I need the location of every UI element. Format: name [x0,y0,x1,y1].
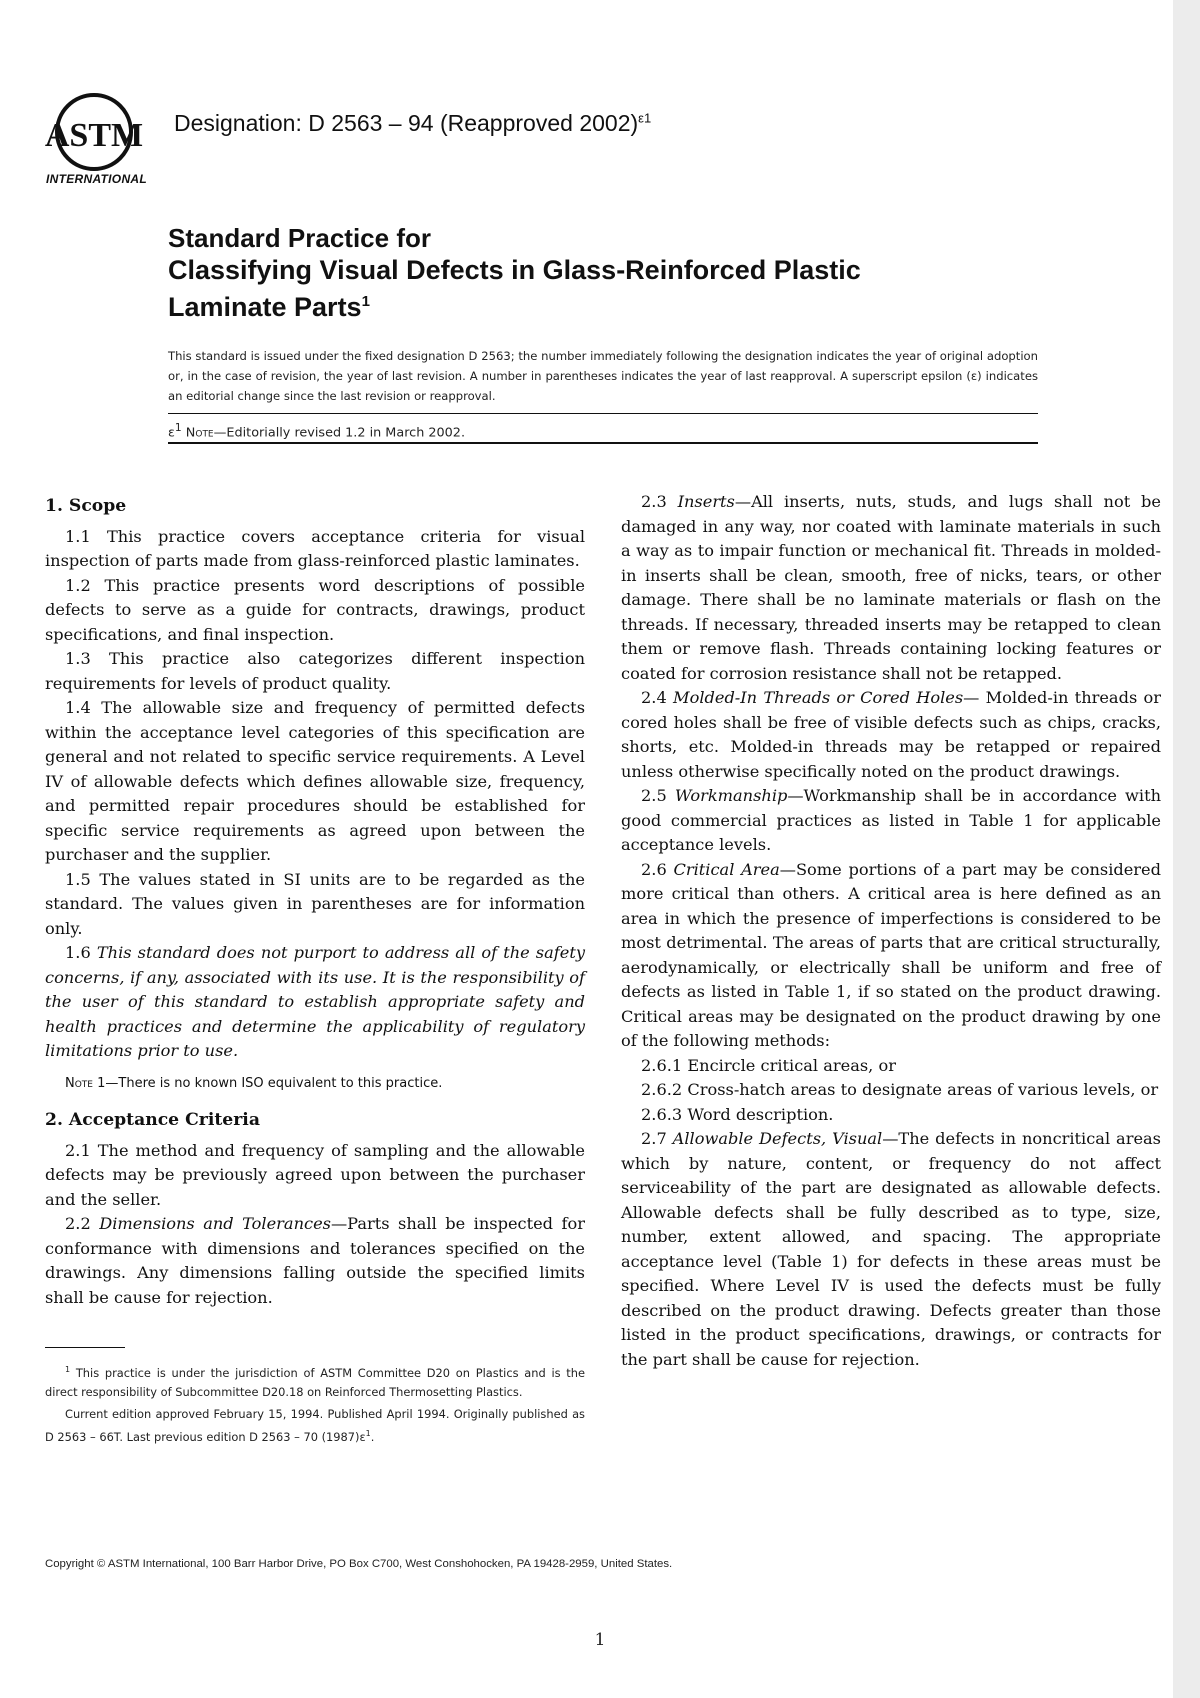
note: Note 1—There is no known ISO equivalent to this practice. [65,1075,443,1091]
paragraph: 1.2 This practice presents word descriptions of possible defects to serve as a guide for contracts, drawings, product specifications, and final inspection. [45,575,585,644]
copyright: Copyright © ASTM International, 100 Barr Harbor Drive, PO Box C700, West Conshohocken, PA 19428-2959, United States. [45,1558,673,1570]
footnote: Current edition approved February 15, 1994. Published April 1994. Originally published as D 2563 – 66T. Last previous edition D 2563 – 70 $(1987)\varepsilon^1$. [45,1406,585,1445]
paragraph: 1.6 This standard does not purport to address all of the safety concerns, if any, associated with its use. It is the responsibility of the user of this standard to establish appropriate safety and health practices and determine the applicability of regulatory limitations prior to use. [45,943,585,1060]
paragraph: 2.2 Dimensions and Tolerances—Parts shall be inspected for conformance with dimensions and tolerances specified on the drawings. Any dimensions falling outside the specified limits shall be cause for rejection. [45,1214,586,1307]
scrollbar-gutter [1173,0,1200,1698]
page-number: 1 [594,1630,606,1650]
section-heading: 1. Scope [45,496,127,516]
footnote-divider [45,1347,125,1348]
page-title: Classifying Visual Defects in Glass-Reinforced Plastic Laminate Parts$^1$ [168,255,861,322]
paragraph: 1.4 The allowable size and frequency of permitted defects within the acceptance level categories of this specification are general and not related to specific service requirements. A Level IV of allowable defects which defines allowable size, frequency, and permitted repair procedures should be established for specific service requirements as agreed upon between the purchaser and the supplier. [45,698,585,864]
paragraph: 2.1 The method and frequency of sampling and the allowable defects may be previously agreed upon between the purchaser and the seller. [45,1140,585,1209]
designation: Designation: D 2563 – 94 (Reapproved 2002)$^{\varepsilon 1}$ [174,110,652,136]
editorial-note: $\varepsilon^1$ Note—Editorially revised 1.2 in March 2002. [168,421,466,441]
right-column [621,490,1161,1372]
paragraph: 1.3 This practice also categorizes different inspection requirements for levels of product quality. [45,649,585,693]
left-column [45,490,585,1310]
title-block [168,222,968,323]
footnotes [45,1360,585,1450]
paragraph: 2.6 Critical Area—Some portions of a part may be considered more critical than others. A critical area is here defined as an area in which the presence of imperfections is considered to be most detrimental. The areas of parts that are critical structurally, aerodynamically, or electrically shall be uniform and free of defects as listed in Table 1, if so stated on the product drawing. Critical areas may be designated on the product drawing by one of the following methods: [621,859,1161,1050]
logo-text: ASTM [44,117,144,154]
paragraph: 2.4 Molded-In Threads or Cored Holes— Molded-in threads or cored holes shall be free of visible defects such as chips, cracks, shorts, etc. Molded-in threads may be retapped or repaired unless otherwise specifically noted on the product drawings. [621,688,1161,781]
footnote: $^1$ This practice is under the jurisdiction of ASTM Committee D20 on Plastics and is the direct responsibility of Subcommittee D20.18 on Reinforced Thermosetting Plastics. [45,1365,585,1400]
divider [168,442,1038,444]
logo-subtitle: INTERNATIONAL [46,172,148,186]
section-heading: 2. Acceptance Criteria [45,1110,260,1130]
paragraph: 2.6.3 Word description. [641,1104,834,1124]
paragraph: 1.1 This practice covers acceptance criteria for visual inspection of parts made from glass-reinforced plastic laminates. [45,526,585,570]
paragraph: 2.3 Inserts—All inserts, nuts, studs, and lugs shall not be damaged in any way, nor coated with laminate materials in such a way as to impair function or mechanical fit. Threads in molded-in inserts shall be clean, smooth, free of nicks, tears, or other damage. There shall be no laminate materials or flash on the threads. If necessary, threaded inserts may be retapped to clean them or remove flash. Threads containing locking features or coated for corrosion resistance shall not be retapped. [621,492,1161,683]
title-prefix: Standard Practice for [168,223,431,253]
paragraph: 2.6.2 Cross-hatch areas to designate areas of various levels, or [641,1080,1159,1099]
divider [168,413,1038,414]
paragraph: 1.5 The values stated in SI units are to be regarded as the standard. The values given in parentheses are for information only. [45,869,585,938]
paragraph: 2.6.1 Encircle critical areas, or [641,1055,896,1075]
paragraph: 2.5 Workmanship—Workmanship shall be in accordance with good commercial practices as listed in Table 1 for applicable acceptance levels. [621,786,1161,854]
paragraph: 2.7 Allowable Defects, Visual—The defects in noncritical areas which by nature, content, or frequency do not affect serviceability of the part are designated as allowable defects. Allowable defects shall be fully described as to type, size, number, extent allowed, and spacing. The appropriate acceptance level (Table 1) for defects in these areas must be specified. Where Level IV is used the defects must be fully described on the product drawing. Defects greater than those listed in the product specifications, drawings, or contracts for the part shall be cause for rejection. [621,1129,1161,1369]
issue-note: This standard is issued under the fixed designation D 2563; the number immediately following the designation indicates the year of original adoption or, in the case of revision, the year of last revision. A number in parentheses indicates the year of last reapproval. A superscript epsilon (ε) indicates an editorial change since the last revision or reapproval. [168,349,1038,403]
